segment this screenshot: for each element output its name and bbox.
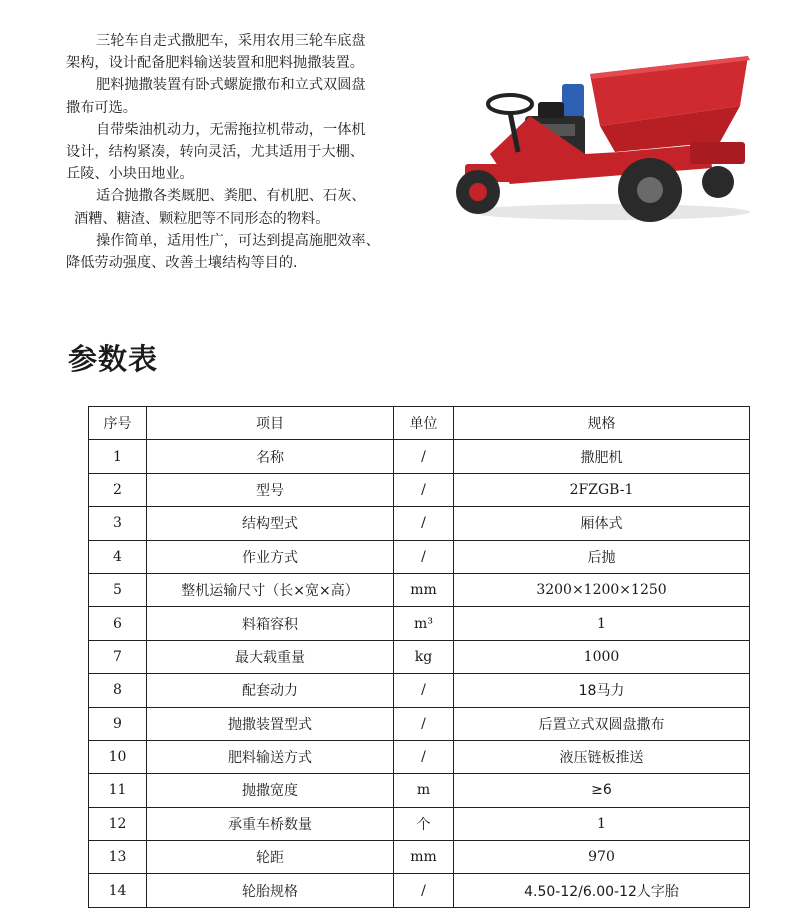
- table-row: [89, 707, 750, 740]
- cell-index: 11: [89, 774, 147, 807]
- cell-item: 轮距: [147, 841, 394, 874]
- table-row: [89, 640, 750, 673]
- intro-paragraph-1: [66, 30, 396, 74]
- intro-line: 酒糟、糖渣、颗粒肥等不同形态的物料。: [74, 210, 330, 227]
- cell-item: 轮胎规格: [147, 874, 394, 907]
- cell-index: 2: [89, 473, 147, 506]
- cell-spec: ≥6: [454, 774, 750, 807]
- cell-item: 名称: [147, 440, 394, 473]
- table-row: [89, 740, 750, 773]
- table-row: [89, 774, 750, 807]
- intro-line: 三轮车自走式撒肥车，采用农用三轮车底盘: [96, 33, 366, 49]
- table-row: [89, 841, 750, 874]
- table-header-row: [89, 407, 750, 440]
- cell-unit: 个: [394, 807, 454, 840]
- cell-unit: m: [394, 774, 454, 807]
- intro-line: 自带柴油机动力，无需拖拉机带动，一体机: [96, 121, 366, 138]
- cell-item: 型号: [147, 473, 394, 506]
- cell-spec: 2FZGB-1: [454, 473, 750, 506]
- cell-index: 3: [89, 507, 147, 540]
- cell-index: 13: [89, 841, 147, 874]
- cell-spec: 后置立式双圆盘撒布: [454, 707, 750, 740]
- table-row: [89, 607, 750, 640]
- intro-paragraph-5: [66, 230, 396, 274]
- intro-line: 肥料抛撒装置有卧式螺旋撒布和立式双圆盘: [96, 77, 366, 94]
- cell-unit: /: [394, 707, 454, 740]
- cell-item: 料箱容积: [147, 607, 394, 640]
- page-title: 参数表: [68, 342, 159, 376]
- cell-spec: 4.50-12/6.00-12人字胎: [454, 874, 750, 907]
- cell-index: 4: [89, 540, 147, 573]
- cell-spec: 3200×1200×1250: [454, 573, 750, 606]
- column-header-item: 项目: [147, 407, 394, 440]
- table-row: [89, 674, 750, 707]
- cell-spec: 厢体式: [454, 507, 750, 540]
- table-row: [89, 473, 750, 506]
- table-row: [89, 507, 750, 540]
- fertilizer-spreader-tricycle-image: [450, 44, 755, 224]
- cell-unit: /: [394, 440, 454, 473]
- cell-item: 配套动力: [147, 674, 394, 707]
- cell-spec: 18马力: [454, 674, 750, 707]
- cell-unit: /: [394, 507, 454, 540]
- table-row: [89, 540, 750, 573]
- cell-index: 12: [89, 807, 147, 840]
- cell-index: 9: [89, 707, 147, 740]
- cell-unit: /: [394, 874, 454, 907]
- cell-item: 整机运输尺寸（长×宽×高）: [147, 573, 394, 606]
- cell-index: 14: [89, 874, 147, 907]
- cell-unit: mm: [394, 573, 454, 606]
- intro-line: 操作简单，适用性广，可达到提高施肥效率、: [96, 232, 380, 249]
- cell-unit: m³: [394, 607, 454, 640]
- cell-item: 作业方式: [147, 540, 394, 573]
- cell-index: 8: [89, 674, 147, 707]
- cell-item: 抛撒宽度: [147, 774, 394, 807]
- column-header-index: 序号: [89, 407, 147, 440]
- table-row: [89, 573, 750, 606]
- intro-text: [66, 30, 396, 274]
- intro-paragraph-3: [66, 119, 396, 186]
- cell-index: 1: [89, 440, 147, 473]
- cell-index: 5: [89, 573, 147, 606]
- intro-line: 架构，设计配备肥料输送装置和肥料抛撒装置。: [66, 55, 364, 72]
- cell-item: 结构型式: [147, 507, 394, 540]
- intro-line: 设计，结构紧凑，转向灵活，尤其适用于大棚、: [66, 144, 364, 161]
- cell-index: 7: [89, 640, 147, 673]
- table-row: [89, 807, 750, 840]
- cell-index: 6: [89, 607, 147, 640]
- intro-line: 降低劳动强度、改善土壤结构等目的.: [66, 255, 298, 272]
- cell-spec: 后抛: [454, 540, 750, 573]
- intro-paragraph-4: [66, 185, 396, 229]
- cell-item: 肥料输送方式: [147, 740, 394, 773]
- cell-spec: 1: [454, 807, 750, 840]
- column-header-unit: 单位: [394, 407, 454, 440]
- cell-spec: 970: [454, 841, 750, 874]
- intro-line: 适合抛撒各类厩肥、粪肥、有机肥、石灰、: [96, 188, 366, 205]
- cell-unit: kg: [394, 640, 454, 673]
- cell-spec: 撒肥机: [454, 440, 750, 473]
- cell-item: 抛撒装置型式: [147, 707, 394, 740]
- cell-unit: /: [394, 473, 454, 506]
- cell-unit: /: [394, 674, 454, 707]
- intro-line: 撒布可选。: [66, 99, 137, 116]
- intro-line: 丘陵、小块田地业。: [66, 166, 194, 183]
- intro-paragraph-2: [66, 74, 396, 118]
- table-row: [89, 440, 750, 473]
- cell-index: 10: [89, 740, 147, 773]
- column-header-spec: 规格: [454, 407, 750, 440]
- cell-item: 承重车桥数量: [147, 807, 394, 840]
- cell-unit: mm: [394, 841, 454, 874]
- cell-spec: 1: [454, 607, 750, 640]
- cell-unit: /: [394, 740, 454, 773]
- cell-spec: 液压链板推送: [454, 740, 750, 773]
- cell-item: 最大载重量: [147, 640, 394, 673]
- table-row: [89, 874, 750, 907]
- cell-unit: /: [394, 540, 454, 573]
- parameter-table: [88, 406, 750, 908]
- cell-spec: 1000: [454, 640, 750, 673]
